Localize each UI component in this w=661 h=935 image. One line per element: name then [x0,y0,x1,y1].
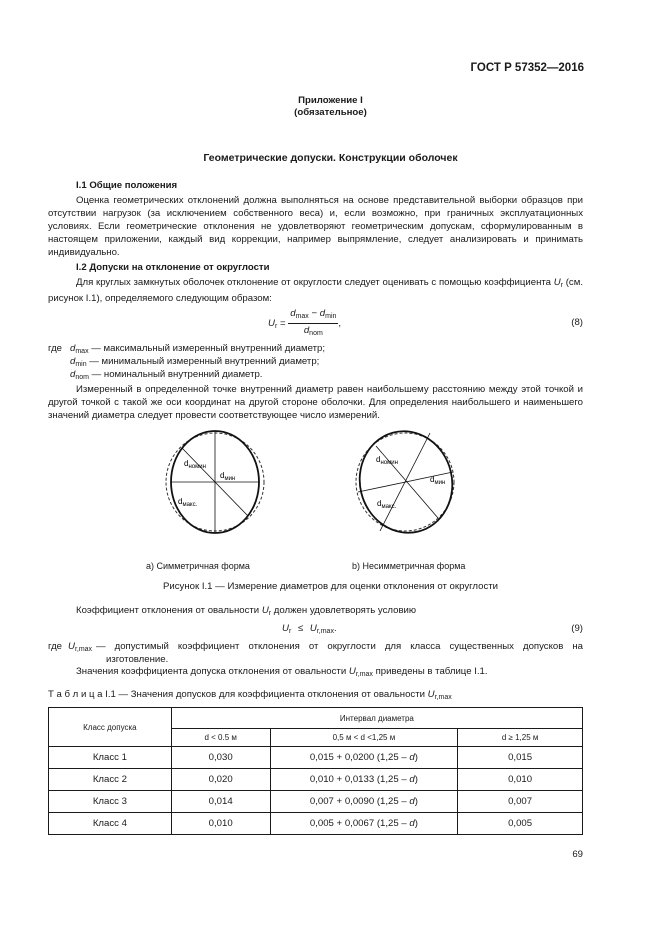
eq9-lhs: U [282,623,289,634]
eq9-dot: . [333,623,337,634]
eq8-lhs: U [268,318,275,330]
cell-value-2: 0,005 + 0,0067 (1,25 – d) [270,813,458,835]
page-number: 69 [572,849,583,860]
section-intro-2 [48,276,583,305]
table-caption [48,688,452,704]
eq8-den-sub: nom [309,330,323,338]
eq8-num-a-sub: max [295,313,309,320]
where-word-2: где [48,641,63,652]
def-urmax-var: U [68,641,75,652]
eq8-num-b-sub: min [325,313,337,320]
header-interval-2: 0,5 м < d <1,25 м [270,729,458,747]
coef-var-sub: r [268,610,272,617]
label-dmax-a: $d_{макс.}$ [178,497,198,508]
cell-value-2: 0,007 + 0,0090 (1,25 – d) [270,791,458,813]
appendix-subtitle: (обязательное) [294,107,367,118]
cell-value-1: 0,030 [171,747,270,769]
def-dmin-text: — минимальный измеренный внутренний диаметр; [89,356,320,367]
header-class: Класс допуска [49,708,172,747]
standard-number: ГОСТ Р 57352—2016 [470,62,584,74]
intro-var: U [553,277,561,288]
equation-9 [282,622,337,638]
def-urmax-text-body: — допустимый коэффициент отклонения от округлости для класса существенных допусков на изготовление. [96,641,583,666]
cell-value-3: 0,015 [458,747,583,769]
cell-value-2: 0,010 + 0,0133 (1,25 – d) [270,769,458,791]
def-dnom-sub: nom [75,374,89,381]
cell-class: Класс 4 [49,813,172,835]
coef-text [76,604,416,620]
header-interval: Интервал диаметра [171,708,582,729]
table-caption-text: I.1 — Значения допусков для коэффициента отклонения от овальности [105,689,425,700]
def-urmax-sub: r,max [74,646,93,653]
eq8-number: (8) [571,317,583,328]
header-interval-3: d ≥ 1,25 м [458,729,583,747]
table-caption-word: Т а б л и ц а [48,689,103,700]
def-dmin-sub: min [75,361,87,368]
def-dmax-sub: max [75,348,89,355]
def-dmax-sym: d [70,343,76,354]
eq9-number: (9) [571,623,583,634]
label-dnom-a: $d_{номин}$ [184,459,206,470]
section-heading-2: I.2 Допуски на отклонение от округлости [76,262,270,273]
coef-text-a: Коэффициент отклонения от овальности [76,605,260,616]
table-header-row-1 [49,708,583,729]
values-text [76,665,488,681]
cell-value-3: 0,010 [458,769,583,791]
figure-caption: Рисунок I.1 — Измерение диаметров для оценки отклонения от округлости [163,581,498,592]
table-row [49,791,583,813]
eq9-rhs: U [309,623,317,634]
roundness-figure [140,430,480,535]
cell-value-3: 0,005 [458,813,583,835]
def-dnom-text: — номинальный внутренний диаметр. [91,369,263,380]
table-row [49,769,583,791]
label-dmin-a: $d_{мин}$ [220,471,236,482]
figure-label-b: b) Несимметричная форма [352,561,466,571]
intro-text-b: (см. рисунок I.1), определяемого следующим образом: [48,277,583,305]
values-var: U [348,666,356,677]
cell-value-1: 0,010 [171,813,270,835]
table-caption-var-sub: r,max [434,694,452,701]
def-dnom [70,368,262,384]
where-word-1: где [48,343,63,354]
figure-label-a: а) Симметричная форма [146,561,250,571]
header-interval-1: d < 0.5 м [171,729,270,747]
label-dnom-b: $d_{номин}$ [376,455,398,466]
main-title: Геометрические допуски. Конструкции оболочек [203,152,458,164]
eq9-rhs-sub: r,max [316,628,334,635]
actual-shell-b [349,430,463,535]
equation-8: $U_r$ = $\frac{d_{max} - d_{min}}{d_{nom}}$ , [268,307,341,340]
eq8-num-a: d [290,308,296,319]
values-text-b: приведены в таблице I.1. [375,666,488,677]
intro-var-sub: r [560,282,564,289]
cell-value-1: 0,020 [171,769,270,791]
table-row [49,747,583,769]
eq9-lhs-sub: r [288,628,292,635]
values-var-sub: r,max [355,671,373,678]
label-dmin-b: $d_{мин}$ [430,475,446,486]
def-dmin-sym: d [70,356,76,367]
measurement-text: Измеренный в определенной точке внутренний диаметр равен наибольшему расстоянию между этой точкой и другой точкой с такой же оси координат на другой стороне оболочки. Для определения наибольшего и наименьшего значений диаметра следует провести соответствующее число измерений. [48,384,583,422]
cell-class: Класс 3 [49,791,172,813]
figure-b-asymmetric [349,430,463,535]
eq8-num-b: d [319,308,326,319]
table-caption-var: U [427,689,435,700]
cell-value-1: 0,014 [171,791,270,813]
cell-value-2: 0,015 + 0,0200 (1,25 – d) [270,747,458,769]
coef-var: U [261,605,269,616]
cell-class: Класс 1 [49,747,172,769]
section-heading-1: I.1 Общие положения [76,180,178,191]
eq8-fraction [288,307,338,340]
eq9-op: ≤ [297,623,304,634]
eq8-lhs-sub: r [274,323,278,331]
eq8-den: d [303,325,310,337]
def-dnom-sym: d [70,369,76,380]
values-text-a: Значения коэффициента допуска отклонения от овальности [76,666,347,677]
appendix-title: Приложение I [298,95,363,106]
coef-text-b: должен удовлетворять условию [273,605,417,616]
table-row [49,813,583,835]
figure-a-symmetric [166,431,264,533]
cell-value-3: 0,007 [458,791,583,813]
def-urmax-text [96,640,583,666]
eq8-minus: − [311,308,318,319]
section-text-1: Оценка геометрических отклонений должна выполняться на основе представительной выборки образцов при отсутствии нагрузок (за исключением собственного веса) и, если возможно, при граничных эксплуатационных условиях. Если геометрические отклонения не удовлетворяют геометрическим допускам, сформулированным в настоящем приложении, каждый вид коррекции, например выпрямление, следует анализировать и принимать индивидуально. [48,195,583,259]
def-dmax-text: — максимальный измеренный внутренний диаметр; [91,343,326,354]
cell-class: Класс 2 [49,769,172,791]
intro-text-a: Для круглых замкнутых оболочек отклонение от округлости следует оценивать с помощью коэффициента [76,277,552,288]
def-urmax-sym [68,640,92,656]
tolerance-table [48,707,583,835]
label-dmax-b: $d_{макс.}$ [377,499,397,510]
